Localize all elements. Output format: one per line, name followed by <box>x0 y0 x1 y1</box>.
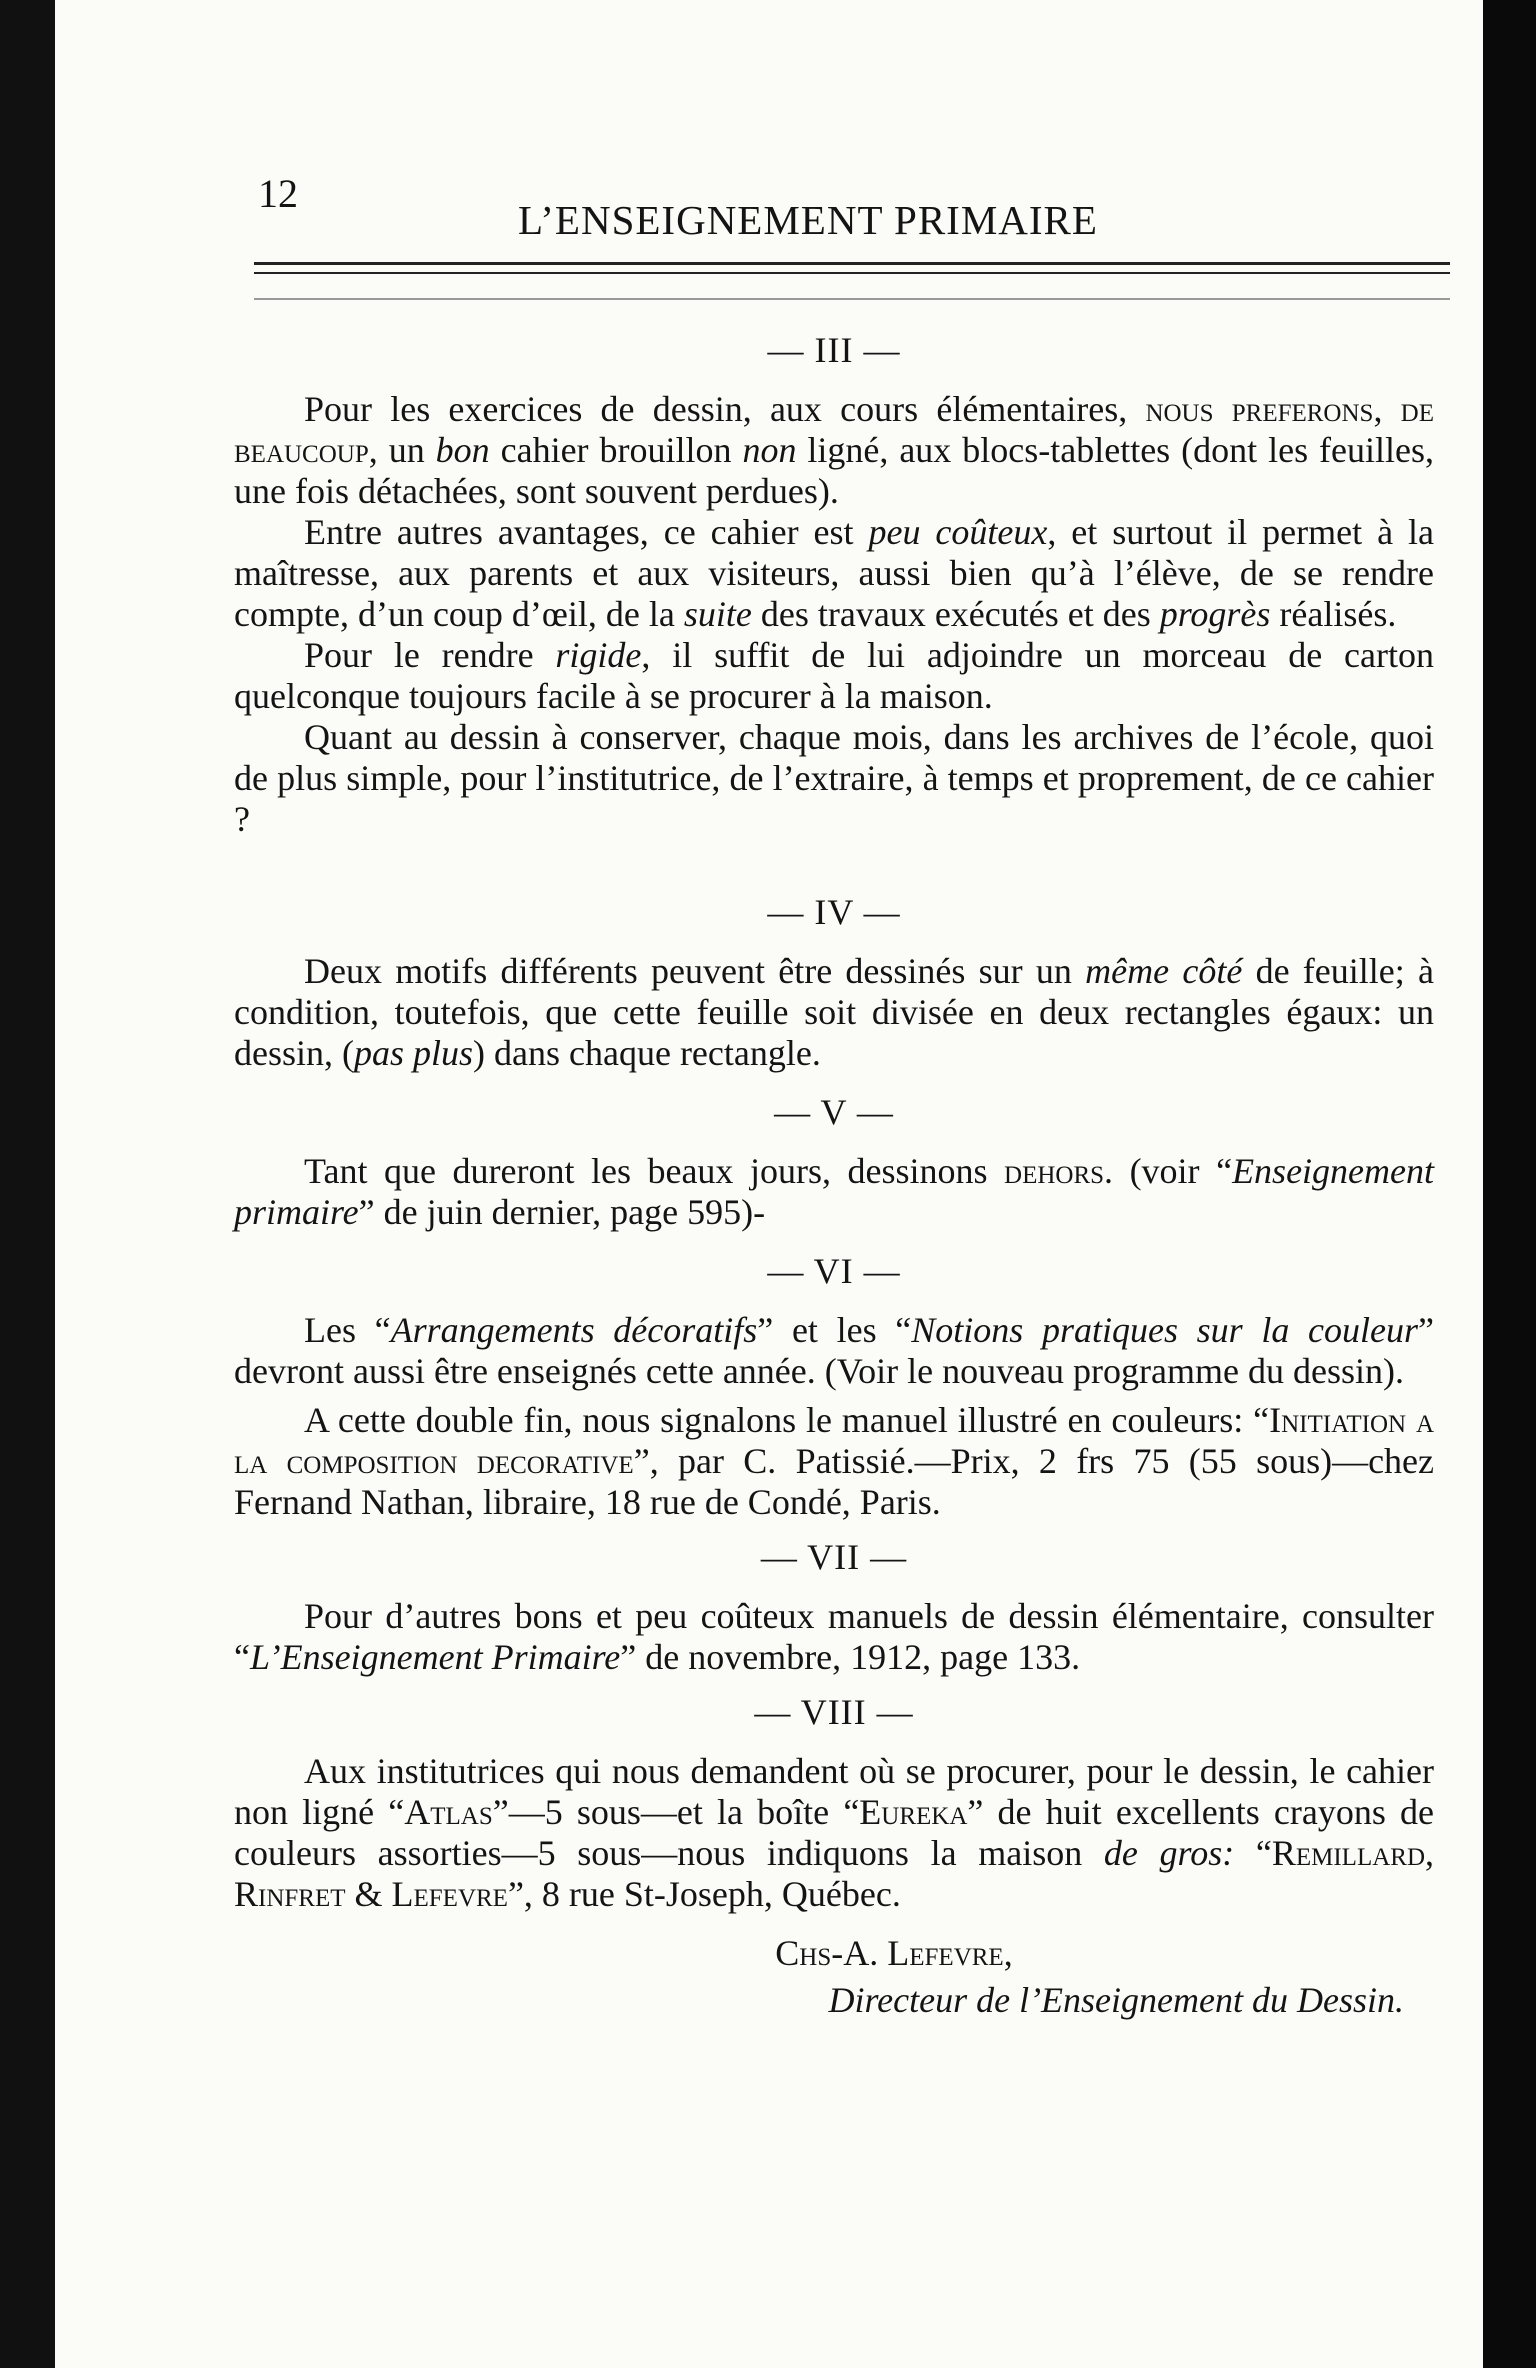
paragraph: Pour les exercices de dessin, aux cours élémentaires, nous preferons, de beaucoup, un bon cahier brouillon non ligné, aux blocs-tablettes (dont les feuilles, une fois détachées, sont souvent perdues). <box>234 389 1434 511</box>
scan-left-margin <box>0 0 55 2368</box>
running-header: L’ENSEIGNEMENT PRIMAIRE <box>518 197 1098 243</box>
header-rule <box>254 262 1450 265</box>
paragraph: Deux motifs différents peuvent être dessinés sur un même côté de feuille; à condition, toutefois, que cette feuille soit divisée en deux rectangles égaux: un dessin, (pas plus) dans chaque rectangle. <box>234 951 1434 1073</box>
section-heading: — III — <box>767 330 901 370</box>
paragraph: A cette double fin, nous signalons le manuel illustré en couleurs: “Initiation a la composition decorative”, par C. Patissié.—Prix, 2 frs 75 (55 sous)—chez Fernand Nathan, libraire, 18 rue de Condé, Paris. <box>234 1400 1435 1522</box>
section-heading: — VII — <box>760 1537 908 1577</box>
section-heading: — V — <box>774 1092 894 1132</box>
section-heading: — IV — <box>767 892 901 932</box>
section-heading: — VI — <box>767 1251 901 1291</box>
paragraph: Entre autres avantages, ce cahier est peu coûteux, et surtout il permet à la maîtresse, aux parents et aux visiteurs, aussi bien qu’à l’élève, de se rendre compte, d’un coup d’œil, de la suite des travaux exécutés et des progrès réalisés. <box>234 512 1434 634</box>
header-rule <box>254 272 1450 274</box>
article-body <box>234 330 1434 2021</box>
header-rule <box>254 298 1450 300</box>
paragraph: Tant que dureront les beaux jours, dessinons dehors. (voir “Enseignement primaire” de juin dernier, page 595)- <box>234 1151 1434 1232</box>
paragraph: Pour le rendre rigide, il suffit de lui adjoindre un morceau de carton quelconque toujours facile à se procurer à la maison. <box>234 635 1434 716</box>
section-heading: — VIII — <box>754 1692 914 1732</box>
paragraph: Les “Arrangements décoratifs” et les “Notions pratiques sur la couleur” devront aussi être enseignés cette année. (Voir le nouveau programme du dessin). <box>234 1310 1434 1391</box>
signature-name: Chs-A. Lefevre, <box>775 1933 1013 1973</box>
signature-role: Directeur de l’Enseignement du Dessin. <box>828 1980 1404 2020</box>
paragraph: Aux institutrices qui nous demandent où se procurer, pour le dessin, le cahier non ligné “Atlas”—5 sous—et la boîte “Eureka” de huit excellents crayons de couleurs assorties—5 sous—nous indiquons la maison de gros: “Remillard, Rinfret & Lefevre”, 8 rue St-Joseph, Québec. <box>234 1751 1435 1914</box>
page-number: 12 <box>258 171 298 216</box>
paragraph: Quant au dessin à conserver, chaque mois, dans les archives de l’école, quoi de plus simple, pour l’institutrice, de l’extraire, à temps et proprement, de ce cahier ? <box>234 717 1434 839</box>
paragraph: Pour d’autres bons et peu coûteux manuels de dessin élémentaire, consulter “L’Enseignement Primaire” de novembre, 1912, page 133. <box>234 1596 1434 1677</box>
scan-right-margin <box>1483 0 1536 2368</box>
